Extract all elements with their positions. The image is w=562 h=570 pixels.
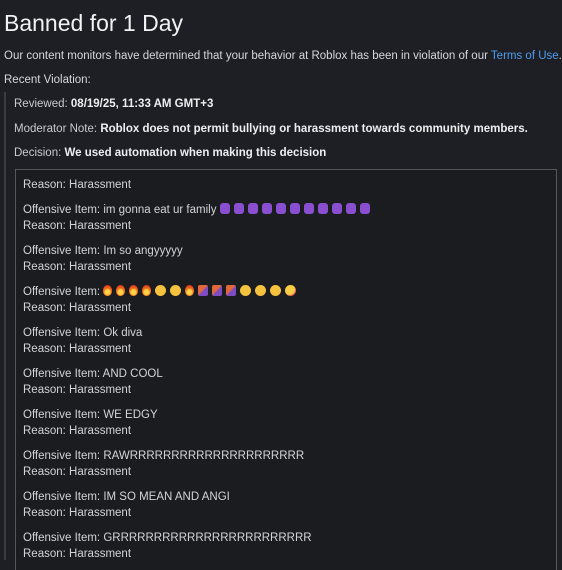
offensive-item-reason: Reason: Harassment <box>23 302 132 314</box>
offensive-item-entry <box>23 243 556 276</box>
offensive-item-line <box>23 202 556 219</box>
offensive-item-text: Offensive Item: WE EDGY <box>23 408 158 421</box>
purple-monster-emoji <box>318 203 328 214</box>
decision-line <box>14 147 326 159</box>
offensive-item-entry <box>23 325 556 358</box>
purple-monster-emoji <box>290 203 300 214</box>
sweat-smile-emoji <box>240 285 251 296</box>
decision-value: We used automation when making this decision <box>64 147 327 159</box>
recent-violation-label: Recent Violation: <box>4 74 91 86</box>
offensive-item-line <box>23 530 556 547</box>
purple-monster-emoji <box>248 203 258 214</box>
offensive-item-entry <box>23 284 556 317</box>
nail-polish-emoji <box>212 285 222 296</box>
reviewed-line <box>14 98 213 110</box>
offensive-item-entry <box>23 530 556 563</box>
page-title: Banned for 1 Day <box>4 10 184 36</box>
offensive-item-reason: Reason: Harassment <box>23 466 132 478</box>
intro-text-before: Our content monitors have determined that your behavior at Roblox has been in violation of our <box>4 50 491 62</box>
smiling-emoji <box>255 285 266 296</box>
intro-text <box>4 50 562 62</box>
offensive-item-line <box>23 325 556 342</box>
purple-monster-emoji <box>304 203 314 214</box>
offensive-item-line <box>23 448 556 465</box>
moderator-note-label: Moderator Note: <box>14 123 98 135</box>
offensive-item-line <box>23 407 556 424</box>
terms-of-use-link[interactable]: Terms of Use <box>490 50 559 62</box>
offensive-item-text: Offensive Item: im gonna eat ur family <box>23 203 217 216</box>
purple-monster-emoji <box>276 203 286 214</box>
fire-emoji <box>116 285 125 296</box>
violation-details <box>4 92 562 560</box>
moderator-note-line <box>14 123 528 135</box>
offensive-item-line <box>23 366 556 383</box>
rofl-emoji <box>285 285 296 296</box>
purple-monster-emoji <box>360 203 370 214</box>
offensive-item-text: Offensive Item: GRRRRRRRRRRRRRRRRRRRRRRRR <box>23 531 312 544</box>
offensive-items-list <box>16 170 556 563</box>
fire-emoji <box>129 285 138 296</box>
purple-monster-emoji <box>332 203 342 214</box>
offensive-item-reason: Reason: Harassment <box>23 261 132 273</box>
offensive-item-text: Offensive Item: AND COOL <box>23 367 163 380</box>
offensive-item-line <box>23 489 556 506</box>
smiling-emoji <box>155 285 166 296</box>
purple-monster-emoji <box>220 203 230 214</box>
offensive-item-entry <box>23 489 556 522</box>
offensive-items-box[interactable] <box>15 169 557 570</box>
purple-monster-emoji <box>262 203 272 214</box>
offensive-item-entry <box>23 366 556 399</box>
purple-monster-emoji <box>346 203 356 214</box>
first-reason: Reason: Harassment <box>23 179 132 191</box>
offensive-item-entry <box>23 448 556 481</box>
offensive-item-reason: Reason: Harassment <box>23 220 132 232</box>
reviewed-label: Reviewed: <box>14 98 68 110</box>
fire-emoji <box>103 285 112 296</box>
offensive-item-reason: Reason: Harassment <box>23 384 132 396</box>
fire-emoji <box>185 285 194 296</box>
offensive-item-text: Offensive Item: IM SO MEAN AND ANGI <box>23 490 230 503</box>
fire-emoji <box>142 285 151 296</box>
nail-polish-emoji <box>198 285 208 296</box>
offensive-item-text: Offensive Item: <box>23 285 101 298</box>
offensive-item-line <box>23 243 556 260</box>
offensive-item-reason: Reason: Harassment <box>23 507 132 519</box>
offensive-item-text: Offensive Item: Ok diva <box>23 326 143 339</box>
intro-text-after: . <box>558 50 562 62</box>
offensive-item-text: Offensive Item: Im so angyyyyy <box>23 244 183 257</box>
offensive-item-reason: Reason: Harassment <box>23 343 132 355</box>
offensive-item-entry <box>23 202 556 235</box>
smiling-emoji <box>270 285 281 296</box>
smiling-emoji <box>170 285 181 296</box>
decision-label: Decision: <box>14 147 62 159</box>
moderator-note-value: Roblox does not permit bullying or harassment towards community members. <box>100 123 528 135</box>
reviewed-value: 08/19/25, 11:33 AM GMT+3 <box>70 98 214 110</box>
offensive-item-entry <box>23 407 556 440</box>
offensive-item-line <box>23 284 556 301</box>
nail-polish-emoji <box>226 285 236 296</box>
offensive-item-text: Offensive Item: RAWRRRRRRRRRRRRRRRRRRRRR <box>23 449 305 462</box>
offensive-item-reason: Reason: Harassment <box>23 425 132 437</box>
offensive-item-reason: Reason: Harassment <box>23 548 132 560</box>
purple-monster-emoji <box>234 203 244 214</box>
